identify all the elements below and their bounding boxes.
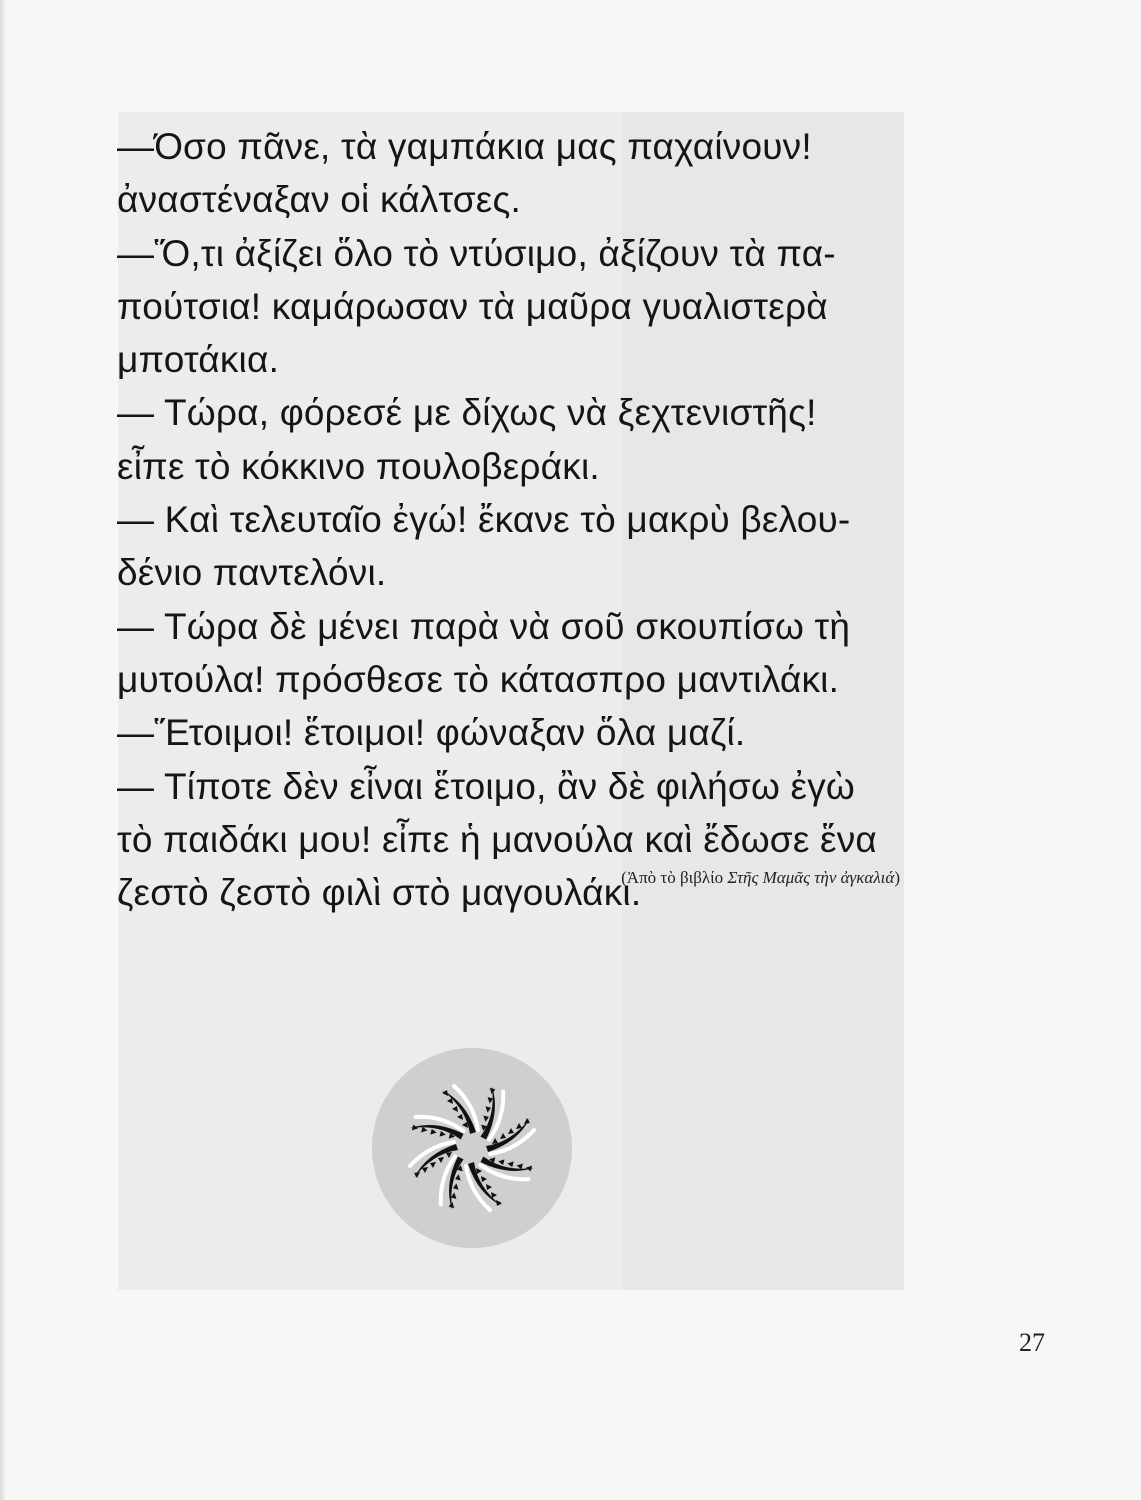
text-line: — Τίποτε δὲν εἶναι ἕτοιμο, ἂν δὲ φιλήσω ἐγὼ [117, 765, 856, 807]
page-edge-shadow [0, 0, 6, 1500]
citation-book-title: Στῆς Μαμᾶς τὴν ἀγκαλιά [727, 868, 895, 887]
text-line: εἶπε τὸ κόκκινο πουλοβεράκι. [117, 445, 600, 487]
text-line: τὸ παιδάκι μου! εἶπε ἡ μανούλα καὶ ἔδωσε ἕνα [117, 818, 877, 860]
spiral-pinwheel-icon [372, 1048, 572, 1248]
text-line: δένιο παντελόνι. [117, 552, 387, 594]
text-line: — Τώρα δὲ μένει παρὰ νὰ σοῦ σκουπίσω τὴ [117, 605, 851, 647]
story-text [117, 120, 917, 919]
text-line: ζεστὸ ζεστὸ φιλὶ στὸ μαγουλάκι. [117, 872, 642, 914]
citation-prefix: (Ἀπὸ τὸ βιβλίο [621, 868, 728, 887]
text-line: —Ὅ,τι ἀξίζει ὅλο τὸ ντύσιμο, ἀξίζουν τὰ πα- [117, 232, 836, 274]
source-citation [480, 868, 900, 888]
page-number: 27 [1019, 1328, 1045, 1357]
text-line: ἀναστέναξαν οἱ κάλτσες. [117, 179, 522, 221]
text-line: — Τώρα, φόρεσέ με δίχως νὰ ξεχτενιστῆς! [117, 392, 817, 434]
text-line: —Όσο πᾶνε, τὰ γαμπάκια μας παχαίνουν! [117, 126, 812, 167]
text-line: —Ἕτοιμοι! ἕτοιμοι! φώναξαν ὅλα μαζί. [117, 712, 746, 754]
ornament-circle [372, 1048, 572, 1248]
text-line: μποτάκια. [117, 339, 280, 381]
text-line: πούτσια! καμάρωσαν τὰ μαῦρα γυαλιστερὰ [117, 285, 828, 327]
text-line: μυτούλα! πρόσθεσε τὸ κάτασπρο μαντιλάκι. [117, 658, 840, 700]
citation-suffix: ) [894, 868, 900, 887]
text-line: — Καὶ τελευταῖο ἐγώ! ἔκανε τὸ μακρὺ βελου- [117, 499, 851, 541]
